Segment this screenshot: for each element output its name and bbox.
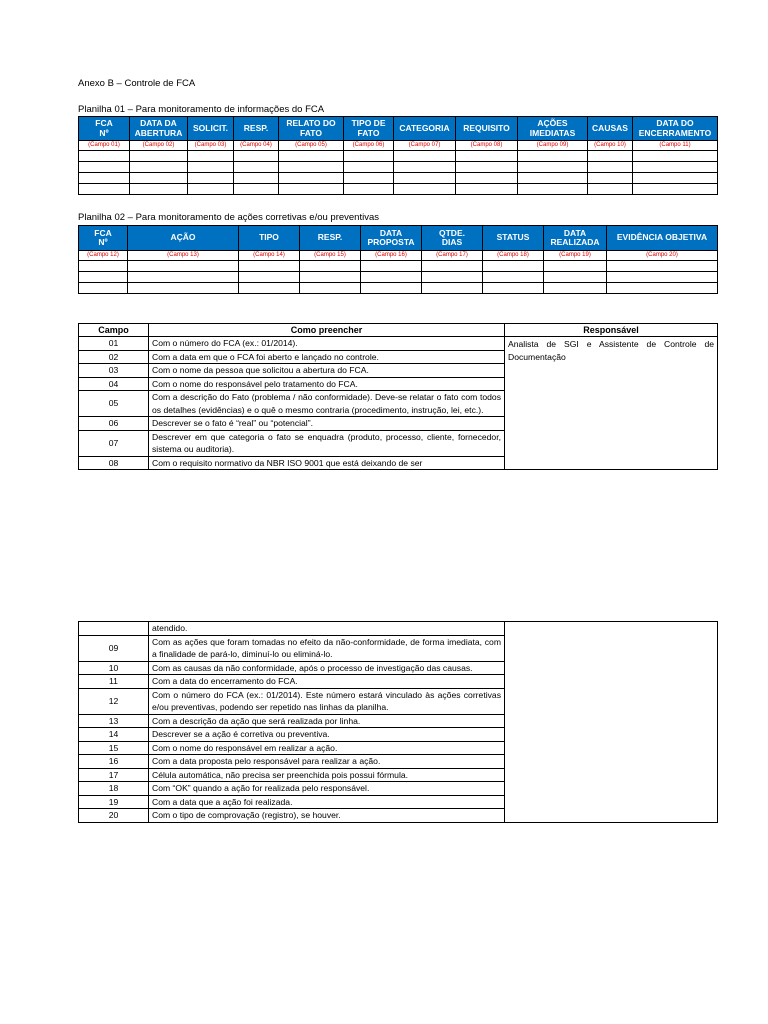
responsavel-cell: Analista de SGI e Assistente de Controle de Documentação xyxy=(505,337,718,470)
empty-cell xyxy=(361,283,422,294)
campo-number: 12 xyxy=(79,688,149,714)
empty-cell xyxy=(588,173,633,184)
empty-cell xyxy=(234,184,279,195)
empty-cell xyxy=(344,173,394,184)
column-header: RESP. xyxy=(234,117,279,141)
column-header: FCA Nº xyxy=(79,226,128,251)
empty-cell xyxy=(188,184,234,195)
empty-cell xyxy=(279,173,344,184)
campo-description: Célula automática, não precisa ser preenchida pois possui fórmula. xyxy=(149,768,505,782)
empty-cell xyxy=(279,162,344,173)
empty-cell xyxy=(544,261,607,272)
campo-number: 08 xyxy=(79,456,149,470)
instruction-row xyxy=(79,337,718,351)
campo-description: Com a data do encerramento do FCA. xyxy=(149,675,505,689)
campo-ref: (Campo 16) xyxy=(361,251,422,261)
empty-cell xyxy=(456,151,518,162)
empty-cell xyxy=(394,151,456,162)
empty-cell xyxy=(300,272,361,283)
campo-ref: (Campo 04) xyxy=(234,141,279,151)
campo-row xyxy=(79,141,718,151)
responsavel-cell xyxy=(505,622,718,823)
empty-cell xyxy=(483,272,544,283)
campo-number: 15 xyxy=(79,741,149,755)
campo-ref: (Campo 20) xyxy=(607,251,718,261)
empty-cell xyxy=(128,272,239,283)
empty-cell xyxy=(633,184,718,195)
empty-cell xyxy=(128,261,239,272)
column-header: RELATO DO FATO xyxy=(279,117,344,141)
empty-row xyxy=(79,272,718,283)
campo-description: Com a data que a ação foi realizada. xyxy=(149,795,505,809)
empty-cell xyxy=(239,272,300,283)
empty-cell xyxy=(544,272,607,283)
empty-cell xyxy=(188,151,234,162)
campo-description: Com o número do FCA (ex.: 01/2014). Este número estará vinculado às ações corretivas e/ou preventivas, podendo ser repetido nas linhas da planilha. xyxy=(149,688,505,714)
empty-cell xyxy=(300,283,361,294)
empty-row xyxy=(79,184,718,195)
campo-number: 05 xyxy=(79,391,149,417)
empty-cell xyxy=(456,162,518,173)
sheet2-table xyxy=(78,225,718,294)
campo-ref: (Campo 17) xyxy=(422,251,483,261)
campo-description: Com a data proposta pelo responsável para realizar a ação. xyxy=(149,755,505,769)
column-header: AÇÃO xyxy=(128,226,239,251)
column-header: AÇÕES IMEDIATAS xyxy=(518,117,588,141)
empty-cell xyxy=(79,173,130,184)
campo-ref: (Campo 07) xyxy=(394,141,456,151)
empty-cell xyxy=(188,162,234,173)
empty-cell xyxy=(79,261,128,272)
empty-cell xyxy=(130,151,188,162)
header-responsavel: Responsável xyxy=(505,324,718,337)
empty-cell xyxy=(394,162,456,173)
instructions-table-page2 xyxy=(78,621,718,823)
campo-description: Descrever em que categoria o fato se enquadra (produto, processo, cliente, fornecedor, sistema ou auditoria). xyxy=(149,430,505,456)
empty-cell xyxy=(394,184,456,195)
campo-description: Com a descrição do Fato (problema / não conformidade). Deve-se relatar o fato com todos os detalhes (evidências) e o quê o mesmo contraria (procedimento, instrução, lei, etc.). xyxy=(149,391,505,417)
empty-cell xyxy=(518,184,588,195)
empty-cell xyxy=(239,283,300,294)
empty-cell xyxy=(456,184,518,195)
campo-description: Com a descrição da ação que será realizada por linha. xyxy=(149,714,505,728)
column-header: DATA DA ABERTURA xyxy=(130,117,188,141)
empty-cell xyxy=(588,162,633,173)
empty-row xyxy=(79,283,718,294)
campo-ref: (Campo 02) xyxy=(130,141,188,151)
campo-description: Com o tipo de comprovação (registro), se houver. xyxy=(149,809,505,823)
empty-cell xyxy=(130,173,188,184)
instructions-table-page1 xyxy=(78,323,718,470)
sheet2-title: Planilha 02 – Para monitoramento de ações corretivas e/ou preventivas xyxy=(78,212,380,223)
campo-description: Com as causas da não conformidade, após o processo de investigação das causas. xyxy=(149,661,505,675)
campo-description: Com o requisito normativo da NBR ISO 9001 que está deixando de ser xyxy=(149,456,505,470)
empty-cell xyxy=(79,184,130,195)
empty-cell xyxy=(79,162,130,173)
campo-ref: (Campo 11) xyxy=(633,141,718,151)
empty-cell xyxy=(279,184,344,195)
empty-cell xyxy=(130,162,188,173)
campo-description: Com as ações que foram tomadas no efeito da não-conformidade, de forma imediata, com a finalidade de pará-lo, diminuí-lo ou eliminá-lo. xyxy=(149,635,505,661)
campo-number: 04 xyxy=(79,377,149,391)
empty-cell xyxy=(607,272,718,283)
column-header: TIPO DE FATO xyxy=(344,117,394,141)
campo-number: 13 xyxy=(79,714,149,728)
empty-row xyxy=(79,151,718,162)
empty-cell xyxy=(483,261,544,272)
empty-cell xyxy=(422,272,483,283)
campo-ref: (Campo 10) xyxy=(588,141,633,151)
empty-cell xyxy=(234,162,279,173)
column-header: EVIDÊNCIA OBJETIVA xyxy=(607,226,718,251)
empty-cell xyxy=(239,261,300,272)
empty-cell xyxy=(518,173,588,184)
campo-number: 19 xyxy=(79,795,149,809)
empty-cell xyxy=(588,151,633,162)
empty-cell xyxy=(79,272,128,283)
empty-row xyxy=(79,173,718,184)
empty-cell xyxy=(422,283,483,294)
empty-cell xyxy=(422,261,483,272)
empty-cell xyxy=(361,261,422,272)
campo-ref: (Campo 09) xyxy=(518,141,588,151)
empty-cell xyxy=(361,272,422,283)
sheet1-title: Planilha 01 – Para monitoramento de informações do FCA xyxy=(78,104,325,115)
campo-description: Com o nome da pessoa que solicitou a abertura do FCA. xyxy=(149,364,505,378)
campo-description: Descrever se a ação é corretiva ou preventiva. xyxy=(149,728,505,742)
campo-number xyxy=(79,622,149,636)
campo-ref: (Campo 19) xyxy=(544,251,607,261)
header-campo: Campo xyxy=(79,324,149,337)
campo-description: Com a data em que o FCA foi aberto e lançado no controle. xyxy=(149,350,505,364)
empty-cell xyxy=(394,173,456,184)
empty-cell xyxy=(483,283,544,294)
instruction-row xyxy=(79,622,718,636)
campo-row xyxy=(79,251,718,261)
column-header: RESP. xyxy=(300,226,361,251)
empty-cell xyxy=(234,173,279,184)
empty-cell xyxy=(633,173,718,184)
campo-number: 11 xyxy=(79,675,149,689)
empty-cell xyxy=(344,184,394,195)
campo-ref: (Campo 06) xyxy=(344,141,394,151)
campo-ref: (Campo 13) xyxy=(128,251,239,261)
empty-cell xyxy=(344,151,394,162)
campo-ref: (Campo 12) xyxy=(79,251,128,261)
campo-description: Com o nome do responsável pelo tratamento do FCA. xyxy=(149,377,505,391)
header-como-preencher: Como preencher xyxy=(149,324,505,337)
campo-number: 03 xyxy=(79,364,149,378)
annex-title: Anexo B – Controle de FCA xyxy=(78,78,196,89)
campo-number: 09 xyxy=(79,635,149,661)
empty-cell xyxy=(234,151,279,162)
empty-cell xyxy=(188,173,234,184)
column-header: STATUS xyxy=(483,226,544,251)
empty-cell xyxy=(633,162,718,173)
campo-ref: (Campo 05) xyxy=(279,141,344,151)
empty-cell xyxy=(279,151,344,162)
campo-ref: (Campo 03) xyxy=(188,141,234,151)
campo-number: 16 xyxy=(79,755,149,769)
campo-number: 01 xyxy=(79,337,149,351)
campo-description: Descrever se o fato é “real” ou “potencial”. xyxy=(149,417,505,431)
column-header: DATA REALIZADA xyxy=(544,226,607,251)
empty-cell xyxy=(79,283,128,294)
column-header: CATEGORIA xyxy=(394,117,456,141)
empty-cell xyxy=(128,283,239,294)
sheet1-table xyxy=(78,116,718,195)
campo-description: Com o nome do responsável em realizar a ação. xyxy=(149,741,505,755)
column-header: DATA PROPOSTA xyxy=(361,226,422,251)
campo-description: atendido. xyxy=(149,622,505,636)
campo-ref: (Campo 08) xyxy=(456,141,518,151)
campo-ref: (Campo 18) xyxy=(483,251,544,261)
empty-cell xyxy=(544,283,607,294)
campo-number: 06 xyxy=(79,417,149,431)
campo-description: Com “OK” quando a ação for realizada pelo responsável. xyxy=(149,782,505,796)
empty-cell xyxy=(79,151,130,162)
campo-description: Com o número do FCA (ex.: 01/2014). xyxy=(149,337,505,351)
campo-ref: (Campo 01) xyxy=(79,141,130,151)
column-header: TIPO xyxy=(239,226,300,251)
column-header: DATA DO ENCERRAMENTO xyxy=(633,117,718,141)
column-header: CAUSAS xyxy=(588,117,633,141)
empty-cell xyxy=(518,162,588,173)
campo-number: 02 xyxy=(79,350,149,364)
empty-cell xyxy=(607,283,718,294)
empty-cell xyxy=(588,184,633,195)
empty-cell xyxy=(130,184,188,195)
empty-cell xyxy=(633,151,718,162)
empty-cell xyxy=(518,151,588,162)
column-header: REQUISITO xyxy=(456,117,518,141)
empty-cell xyxy=(607,261,718,272)
empty-row xyxy=(79,261,718,272)
campo-number: 10 xyxy=(79,661,149,675)
campo-ref: (Campo 14) xyxy=(239,251,300,261)
empty-cell xyxy=(344,162,394,173)
campo-number: 18 xyxy=(79,782,149,796)
empty-cell xyxy=(300,261,361,272)
campo-number: 20 xyxy=(79,809,149,823)
campo-number: 17 xyxy=(79,768,149,782)
column-header: QTDE. DIAS xyxy=(422,226,483,251)
campo-number: 14 xyxy=(79,728,149,742)
campo-ref: (Campo 15) xyxy=(300,251,361,261)
empty-cell xyxy=(456,173,518,184)
column-header: FCA Nº xyxy=(79,117,130,141)
column-header: SOLICIT. xyxy=(188,117,234,141)
empty-row xyxy=(79,162,718,173)
campo-number: 07 xyxy=(79,430,149,456)
